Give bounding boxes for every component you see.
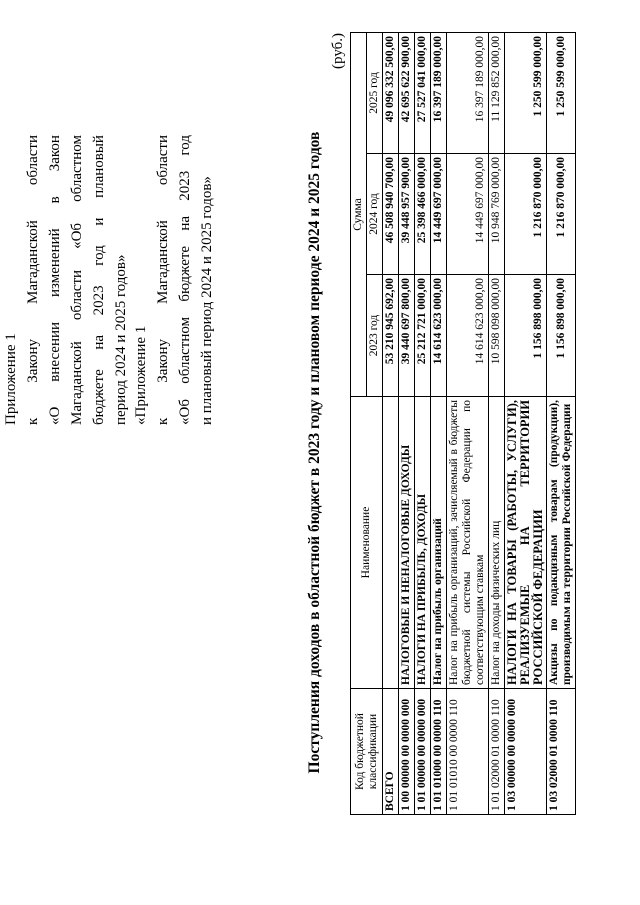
row-name: НАЛОГОВЫЕ И НЕНАЛОГОВЫЕ ДОХОДЫ [399,397,415,689]
row-name: НАЛОГИ НА ПРИБЫЛЬ, ДОХОДЫ [415,397,431,689]
row-code: ВСЕГО [383,689,399,815]
row-value-2023: 1 156 898 000,00 [547,275,576,397]
row-value-2025: 49 096 332 500,00 [383,32,399,153]
row-code: 1 01 01010 00 0000 110 [447,689,489,815]
table-row [447,32,489,814]
table-row [431,32,447,814]
row-code: 1 03 02000 01 0000 110 [547,689,576,815]
row-value-2023: 25 212 721 000,00 [415,275,431,397]
row-name: Налог на прибыль организаций [431,397,447,689]
table-row [399,32,415,814]
row-value-2025: 42 695 622 900,00 [399,32,415,153]
appendix-line: и плановый период 2024 и 2025 годов» [199,176,215,425]
appendix-line: Приложение 1 [3,333,19,425]
income-table [350,32,576,815]
table-row [505,32,547,814]
row-value-2025: 27 527 041 000,00 [415,32,431,153]
appendix-current-header [0,135,132,425]
document-title: Поступления доходов в областной бюджет в 2023 году и плановом периоде 2024 и 2025 годов [306,131,323,774]
row-name: Налог на доходы физических лиц [489,397,505,689]
appendix-original-header [130,135,218,425]
row-code: 1 01 01000 00 0000 110 [431,689,447,815]
currency-note: (руб.) [330,33,346,69]
row-value-2023: 14 614 623 000,00 [431,275,447,397]
header-2025: 2025 год [367,32,383,153]
row-value-2024: 46 508 940 700,00 [383,154,399,275]
appendix-line: «Об областном бюджете на 2023 год [177,135,193,425]
header-code: Код бюджетной классификации [351,689,383,815]
header-2024: 2024 год [367,154,383,275]
row-code: 1 01 02000 01 0000 110 [489,689,505,815]
row-value-2024: 10 948 769 000,00 [489,154,505,275]
row-value-2023: 14 614 623 000,00 [447,275,489,397]
row-value-2023: 53 210 945 692,00 [383,275,399,397]
row-value-2025: 1 250 599 000,00 [505,32,547,153]
row-value-2024: 14 449 697 000,00 [431,154,447,275]
row-value-2025: 16 397 189 000,00 [447,32,489,153]
row-value-2023: 1 156 898 000,00 [505,275,547,397]
table-row [547,32,576,814]
table-row [383,32,399,814]
row-code: 1 00 00000 00 0000 000 [399,689,415,815]
row-code: 1 01 00000 00 0000 000 [415,689,431,815]
header-sum: Сумма [351,32,367,396]
appendix-line: «Приложение 1 [133,325,149,425]
row-name: НАЛОГИ НА ТОВАРЫ (РАБОТЫ, УСЛУГИ), РЕАЛИЗУЕМЫЕ НА ТЕРРИТОРИИ РОССИЙСКОЙ ФЕДЕРАЦИИ [505,397,547,689]
appendix-line: Магаданской области «Об областном [69,135,85,425]
table-row [489,32,505,814]
header-2023: 2023 год [367,275,383,397]
row-value-2023: 10 598 098 000,00 [489,275,505,397]
row-value-2024: 1 216 870 000,00 [547,154,576,275]
row-code: 1 03 00000 00 0000 000 [505,689,547,815]
appendix-line: «О внесении изменений в Закон [47,135,63,425]
row-name: Акцизы по подакцизным товарам (продукции), производимым на территории Российской Федерации [547,397,576,689]
row-value-2025: 16 397 189 000,00 [431,32,447,153]
row-value-2024: 25 398 466 000,00 [415,154,431,275]
appendix-line: к Закону Магаданской области [25,135,41,425]
row-name: Налог на прибыль организаций, зачисляемый в бюджеты бюджетной системы Российской Федерации по соответствующим ставкам [447,397,489,689]
row-value-2025: 1 250 599 000,00 [547,32,576,153]
appendix-line: период 2024 и 2025 годов» [113,254,129,425]
row-value-2024: 1 216 870 000,00 [505,154,547,275]
appendix-line: бюджете на 2023 год и плановый [91,135,107,425]
table-row [415,32,431,814]
row-value-2023: 39 440 697 800,00 [399,275,415,397]
header-name: Наименование [351,397,383,689]
row-value-2025: 11 129 852 000,00 [489,32,505,153]
row-value-2024: 39 448 957 900,00 [399,154,415,275]
row-value-2024: 14 449 697 000,00 [447,154,489,275]
table-header-row [351,32,367,814]
appendix-line: к Закону Магаданской области [155,135,171,425]
row-name [383,397,399,689]
